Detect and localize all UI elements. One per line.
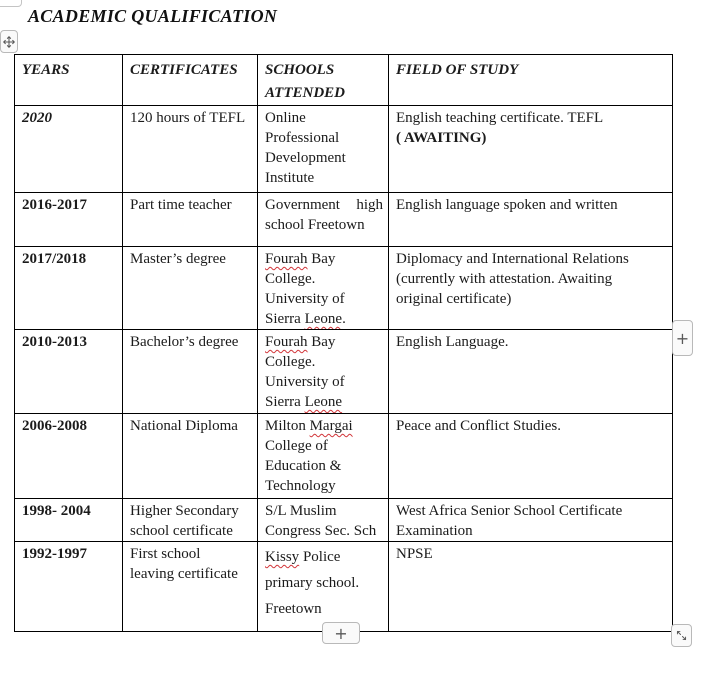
table-row: [15, 106, 673, 193]
column-header-certificates[interactable]: CERTIFICATES: [123, 55, 258, 106]
cell-schools[interactable]: Government high school Freetown: [258, 193, 389, 247]
plus-icon: +: [334, 623, 348, 643]
table-move-handle[interactable]: [0, 30, 18, 53]
table-row: [15, 193, 673, 247]
misspelled-word: Margai: [309, 418, 353, 434]
cell-years[interactable]: 1992-1997: [15, 542, 123, 632]
misspelled-word: Kissy: [265, 549, 300, 565]
cell-field[interactable]: English Language.: [389, 330, 673, 414]
cell-schools[interactable]: Milton Margai College of Education & Technology: [258, 414, 389, 499]
cell-schools[interactable]: Kissy Police primary school. Freetown: [258, 542, 389, 632]
cell-certificates[interactable]: Master’s degree: [123, 247, 258, 330]
misspelled-word: Leone: [304, 311, 343, 327]
table-row: [15, 247, 673, 330]
cell-schools[interactable]: Fourah Bay College. University of Sierra Leone: [258, 330, 389, 414]
misspelled-word: Leone: [304, 394, 343, 410]
cell-schools[interactable]: S/L Muslim Congress Sec. Sch: [258, 499, 389, 542]
table-row: [15, 542, 673, 632]
table-row: [15, 414, 673, 499]
cell-field[interactable]: Peace and Conflict Studies.: [389, 414, 673, 499]
misspelled-word: Fourah: [265, 251, 308, 267]
cell-schools[interactable]: Fourah Bay College. University of Sierra Leone.: [258, 247, 389, 330]
cell-years[interactable]: 2020: [15, 106, 123, 193]
column-header-schools[interactable]: SCHOOLS ATTENDED: [258, 55, 389, 106]
top-edge-button-partial[interactable]: [0, 0, 22, 7]
column-header-field[interactable]: FIELD OF STUDY: [389, 55, 673, 106]
cell-certificates[interactable]: First school leaving certificate: [123, 542, 258, 632]
cell-years[interactable]: 2017/2018: [15, 247, 123, 330]
qualification-table: [14, 54, 673, 632]
misspelled-word: Fourah: [265, 334, 308, 350]
page-title: ACADEMIC QUALIFICATION: [28, 6, 278, 26]
cell-certificates[interactable]: 120 hours of TEFL: [123, 106, 258, 193]
cell-certificates[interactable]: Bachelor’s degree: [123, 330, 258, 414]
cell-field[interactable]: English language spoken and written: [389, 193, 673, 247]
table-row: [15, 330, 673, 414]
cell-years[interactable]: 2016-2017: [15, 193, 123, 247]
add-column-button[interactable]: [672, 320, 693, 356]
table-row: [15, 499, 673, 542]
plus-icon: +: [675, 328, 690, 348]
cell-years[interactable]: 1998- 2004: [15, 499, 123, 542]
cell-field[interactable]: English teaching certificate. TEFL ( AWAITING): [389, 106, 673, 193]
move-icon: [2, 35, 16, 49]
header-row: [15, 55, 673, 106]
cell-years[interactable]: 2006-2008: [15, 414, 123, 499]
resize-diagonal-icon: [675, 629, 688, 642]
table-resize-handle[interactable]: [671, 624, 692, 647]
cell-field[interactable]: West Africa Senior School Certificate Examination: [389, 499, 673, 542]
column-header-years[interactable]: YEARS: [15, 55, 123, 106]
cell-field[interactable]: NPSE: [389, 542, 673, 632]
cell-years[interactable]: 2010-2013: [15, 330, 123, 414]
cell-field[interactable]: Diplomacy and International Relations (currently with attestation. Awaiting original certificate): [389, 247, 673, 330]
cell-certificates[interactable]: Higher Secondary school certificate: [123, 499, 258, 542]
cell-certificates[interactable]: National Diploma: [123, 414, 258, 499]
cell-certificates[interactable]: Part time teacher: [123, 193, 258, 247]
add-row-button[interactable]: [322, 622, 360, 644]
table-header-row: [15, 55, 673, 106]
table-body: [15, 106, 673, 632]
cell-schools[interactable]: Online Professional Development Institute: [258, 106, 389, 193]
